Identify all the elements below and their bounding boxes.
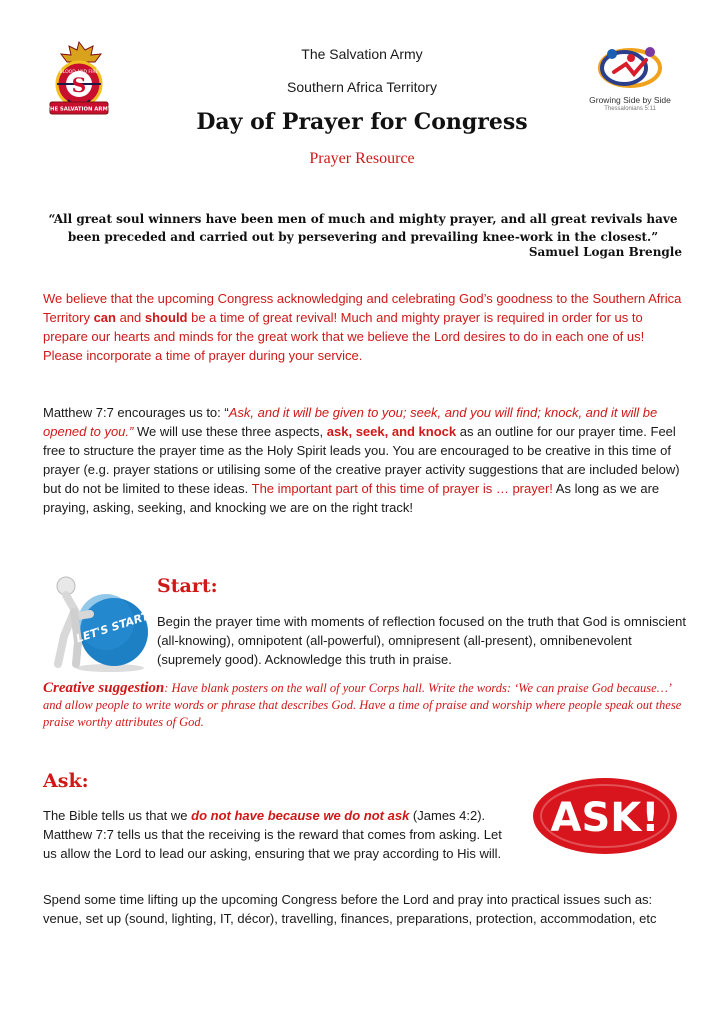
org-name: The Salvation Army — [301, 46, 423, 62]
crest-letter: S — [71, 73, 87, 97]
logo-subtext: Thessalonians 5:11 — [604, 106, 656, 112]
spend-paragraph: Spend some time lifting up the upcoming Congress before the Lord and pray into practical issues such as: venue, set up (sound, lighting, IT, décor), travelling, finances, preparations, protection, accommodation, etc — [43, 892, 657, 926]
emph-can: can — [93, 310, 116, 325]
territory-name: Southern Africa Territory — [287, 79, 437, 95]
quote-author: Samuel Logan Brengle — [528, 245, 682, 259]
creative-suggestion: Creative suggestion: Have blank posters on the wall of your Corps hall. Write the words: ‘We can praise God because…’ and allow people to write words or phrase that describes God. Have a time of praise and worship where people speak out these praise worthy attributes of God. — [43, 680, 682, 729]
aspects-emphasis: ask, seek, and knock — [326, 424, 457, 439]
lets-start-text: LET'S START! — [74, 608, 148, 646]
logo-tagline: Growing Side by Side — [589, 95, 671, 105]
ask-paragraph: The Bible tells us that we do not have because we do not ask (James 4:2). Matthew 7:7 tells us that the receiving is the reward that comes from asking. Let us allow the Lord to lead our asking, ensuring that we pray according to His will. — [43, 808, 502, 861]
emph-should: should — [144, 310, 188, 325]
ask-heading: Ask: — [43, 770, 89, 792]
crest-banner-text: THE SALVATION ARMY — [46, 106, 112, 113]
opening-quote: “All great soul winners have been men of much and mighty prayer, and all great revivals have been preceded and carried out by persevering and prevailing knee-work in the closest.” — [48, 212, 678, 244]
intro-paragraph: We believe that the upcoming Congress acknowledging and celebrating God’s goodness to the Southern Africa Territory can and should be a time of great revival! Much and mighty prayer is required in order for us to prepare our hearts and minds for the great work that we believe the Lord desires to do in each one of us! Please incorporate a time of prayer during your service. — [43, 291, 682, 363]
start-paragraph: Begin the prayer time with moments of reflection focused on the truth that God is omniscient (all-knowing), omnipotent (all-powerful), omnipresent (all-present), omnibenevolent (supremely good). Acknowledge this truth in praise. — [157, 614, 686, 667]
lets-start-illustration — [48, 572, 148, 672]
matthew-paragraph: Matthew 7:7 encourages us to: “Ask, and it will be given to you; seek, and you will find; knock, and it will be opened to you.” We will use these three aspects, ask, seek, and knock as an outline for our prayer time. Feel free to structure the prayer time as the Holy Spirit leads you. You are encouraged to be creative in this time of prayer (e.g. prayer stations or utilising some of the creative prayer activity suggestions that are included below) but do not be limited to these ideas. The important part of this time of prayer is … prayer! As long as we are praying, asking, seeking, and knocking we are on the right track! — [43, 405, 680, 515]
verse-quote: Ask, and it will be given to you; seek, and you will find; knock, and it will be opened to you.” — [43, 405, 658, 439]
crest-motto: BLOOD AND FIRE — [59, 70, 99, 75]
document-subtitle: Prayer Resource — [309, 150, 415, 167]
important-note: The important part of this time of prayer is … prayer! — [251, 481, 553, 496]
start-heading: Start: — [157, 575, 218, 597]
creative-label: Creative suggestion — [43, 680, 165, 696]
document-title: Day of Prayer for Congress — [196, 109, 528, 135]
ask-badge-text: ASK! — [550, 795, 660, 841]
ask-badge — [531, 776, 679, 856]
ask-emphasis: do not have because we do not ask — [191, 808, 410, 823]
